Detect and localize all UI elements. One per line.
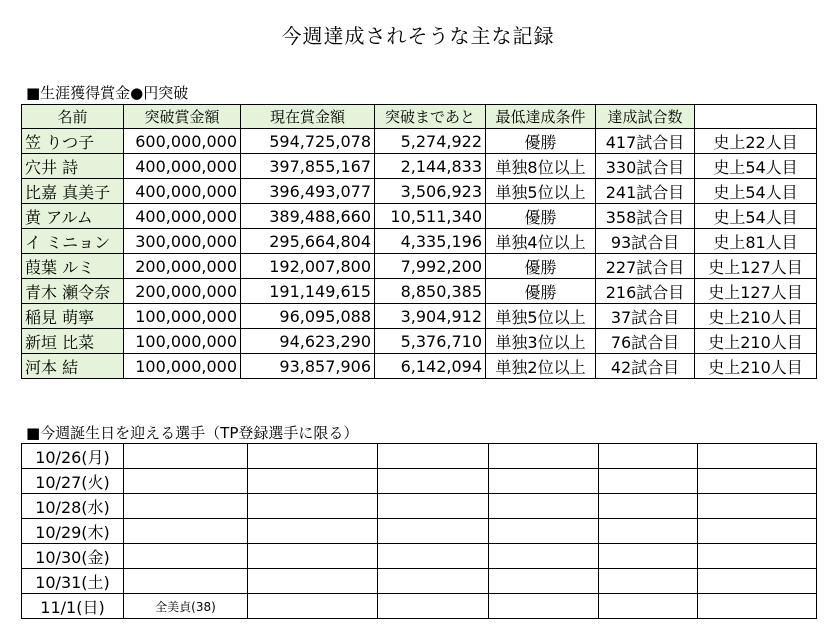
cell-player — [599, 444, 698, 469]
cell-player — [599, 469, 698, 494]
cell-match: 76試合目 — [596, 329, 695, 354]
cell-current: 397,855,167 — [241, 154, 375, 179]
cell-player — [599, 519, 698, 544]
cell-player — [248, 494, 378, 519]
cell-date: 10/28(水) — [22, 494, 124, 519]
cell-condition: 優勝 — [486, 279, 596, 304]
cell-player — [599, 594, 698, 619]
cell-name: 笠 りつ子 — [22, 129, 124, 154]
cell-player — [489, 469, 599, 494]
cell-threshold: 100,000,000 — [124, 329, 241, 354]
cell-name: 葭葉 ルミ — [22, 254, 124, 279]
cell-player — [378, 594, 489, 619]
cell-threshold: 300,000,000 — [124, 229, 241, 254]
cell-threshold: 600,000,000 — [124, 129, 241, 154]
cell-threshold: 200,000,000 — [124, 254, 241, 279]
cell-remaining: 3,506,923 — [375, 179, 486, 204]
column-header: 名前 — [22, 105, 124, 129]
table-row — [22, 519, 817, 544]
table-row — [22, 469, 817, 494]
cell-player — [489, 519, 599, 544]
cell-condition: 単独8位以上 — [486, 154, 596, 179]
cell-name: 黄 アルム — [22, 204, 124, 229]
table-row — [22, 329, 817, 354]
cell-player — [489, 444, 599, 469]
cell-player — [489, 569, 599, 594]
cell-threshold: 100,000,000 — [124, 304, 241, 329]
cell-player — [248, 469, 378, 494]
cell-condition: 単独3位以上 — [486, 329, 596, 354]
prize-header-row — [22, 105, 817, 129]
cell-player — [124, 469, 248, 494]
cell-player — [489, 594, 599, 619]
cell-rank: 史上54人目 — [695, 179, 817, 204]
cell-date: 10/27(火) — [22, 469, 124, 494]
cell-current: 96,095,088 — [241, 304, 375, 329]
cell-condition: 優勝 — [486, 254, 596, 279]
cell-date: 11/1(日) — [22, 594, 124, 619]
cell-match: 42試合目 — [596, 354, 695, 379]
cell-match: 358試合目 — [596, 204, 695, 229]
column-header: 突破まであと — [375, 105, 486, 129]
cell-remaining: 10,511,340 — [375, 204, 486, 229]
table-row — [22, 279, 817, 304]
cell-condition: 単独2位以上 — [486, 354, 596, 379]
cell-threshold: 100,000,000 — [124, 354, 241, 379]
table-row — [22, 179, 817, 204]
cell-player — [599, 494, 698, 519]
cell-current: 389,488,660 — [241, 204, 375, 229]
table-row — [22, 154, 817, 179]
cell-date: 10/30(金) — [22, 544, 124, 569]
birthday-table — [21, 443, 817, 619]
cell-player — [698, 544, 817, 569]
table-row — [22, 304, 817, 329]
table-row — [22, 544, 817, 569]
cell-player — [124, 494, 248, 519]
cell-name: 稲見 萌寧 — [22, 304, 124, 329]
cell-match: 227試合目 — [596, 254, 695, 279]
cell-player — [698, 444, 817, 469]
cell-rank: 史上81人目 — [695, 229, 817, 254]
prize-milestone-table — [21, 104, 817, 379]
cell-remaining: 8,850,385 — [375, 279, 486, 304]
cell-current: 396,493,077 — [241, 179, 375, 204]
cell-condition: 単独4位以上 — [486, 229, 596, 254]
cell-match: 330試合目 — [596, 154, 695, 179]
cell-player: 全美貞(38) — [124, 594, 248, 619]
cell-threshold: 400,000,000 — [124, 204, 241, 229]
column-header: 最低達成条件 — [486, 105, 596, 129]
cell-rank: 史上22人目 — [695, 129, 817, 154]
cell-match: 37試合目 — [596, 304, 695, 329]
cell-threshold: 400,000,000 — [124, 179, 241, 204]
cell-rank: 史上210人目 — [695, 354, 817, 379]
cell-player — [124, 519, 248, 544]
cell-rank: 史上210人目 — [695, 304, 817, 329]
cell-player — [378, 569, 489, 594]
table-row — [22, 204, 817, 229]
table-row — [22, 494, 817, 519]
cell-condition: 単独5位以上 — [486, 179, 596, 204]
page-title: 今週達成されそうな主な記録 — [281, 24, 555, 48]
birthday-section-label: ■今週誕生日を迎える選手（TP登録選手に限る） — [26, 424, 359, 442]
column-header: 現在賞金額 — [241, 105, 375, 129]
cell-player — [248, 544, 378, 569]
cell-remaining: 2,144,833 — [375, 154, 486, 179]
table-row — [22, 254, 817, 279]
cell-condition: 単独5位以上 — [486, 304, 596, 329]
cell-rank: 史上127人目 — [695, 279, 817, 304]
cell-match: 417試合目 — [596, 129, 695, 154]
cell-remaining: 4,335,196 — [375, 229, 486, 254]
cell-rank: 史上127人目 — [695, 254, 817, 279]
cell-player — [698, 569, 817, 594]
cell-player — [124, 544, 248, 569]
cell-match: 216試合目 — [596, 279, 695, 304]
cell-player — [698, 494, 817, 519]
cell-player — [378, 519, 489, 544]
cell-name: 比嘉 真美子 — [22, 179, 124, 204]
cell-current: 93,857,906 — [241, 354, 375, 379]
cell-rank: 史上210人目 — [695, 329, 817, 354]
table-row — [22, 594, 817, 619]
cell-match: 241試合目 — [596, 179, 695, 204]
cell-name: 新垣 比菜 — [22, 329, 124, 354]
cell-player — [599, 544, 698, 569]
cell-rank: 史上54人目 — [695, 204, 817, 229]
cell-player — [248, 594, 378, 619]
cell-name: イ ミニョン — [22, 229, 124, 254]
cell-rank: 史上54人目 — [695, 154, 817, 179]
cell-player — [378, 494, 489, 519]
cell-remaining: 5,274,922 — [375, 129, 486, 154]
cell-date: 10/29(木) — [22, 519, 124, 544]
column-header — [695, 105, 817, 129]
cell-player — [489, 494, 599, 519]
cell-name: 河本 結 — [22, 354, 124, 379]
cell-current: 295,664,804 — [241, 229, 375, 254]
cell-player — [489, 544, 599, 569]
cell-player — [698, 519, 817, 544]
cell-remaining: 6,142,094 — [375, 354, 486, 379]
cell-remaining: 3,904,912 — [375, 304, 486, 329]
cell-current: 94,623,290 — [241, 329, 375, 354]
cell-player — [124, 444, 248, 469]
cell-player — [248, 444, 378, 469]
cell-player — [248, 569, 378, 594]
cell-player — [378, 544, 489, 569]
cell-current: 192,007,800 — [241, 254, 375, 279]
column-header: 突破賞金額 — [124, 105, 241, 129]
cell-remaining: 7,992,200 — [375, 254, 486, 279]
cell-date: 10/31(土) — [22, 569, 124, 594]
cell-player — [378, 444, 489, 469]
cell-remaining: 5,376,710 — [375, 329, 486, 354]
cell-name: 青木 瀬令奈 — [22, 279, 124, 304]
cell-date: 10/26(月) — [22, 444, 124, 469]
cell-condition: 優勝 — [486, 204, 596, 229]
cell-threshold: 400,000,000 — [124, 154, 241, 179]
table-row — [22, 444, 817, 469]
table-row — [22, 354, 817, 379]
column-header: 達成試合数 — [596, 105, 695, 129]
cell-current: 594,725,078 — [241, 129, 375, 154]
table-row — [22, 129, 817, 154]
cell-player — [248, 519, 378, 544]
cell-player — [698, 594, 817, 619]
cell-player — [698, 469, 817, 494]
cell-current: 191,149,615 — [241, 279, 375, 304]
cell-threshold: 200,000,000 — [124, 279, 241, 304]
cell-condition: 優勝 — [486, 129, 596, 154]
prize-section-label: ■生涯獲得賞金●円突破 — [26, 84, 189, 102]
cell-match: 93試合目 — [596, 229, 695, 254]
table-row — [22, 569, 817, 594]
cell-player — [599, 569, 698, 594]
cell-player — [378, 469, 489, 494]
table-row — [22, 229, 817, 254]
cell-player — [124, 569, 248, 594]
cell-name: 穴井 詩 — [22, 154, 124, 179]
